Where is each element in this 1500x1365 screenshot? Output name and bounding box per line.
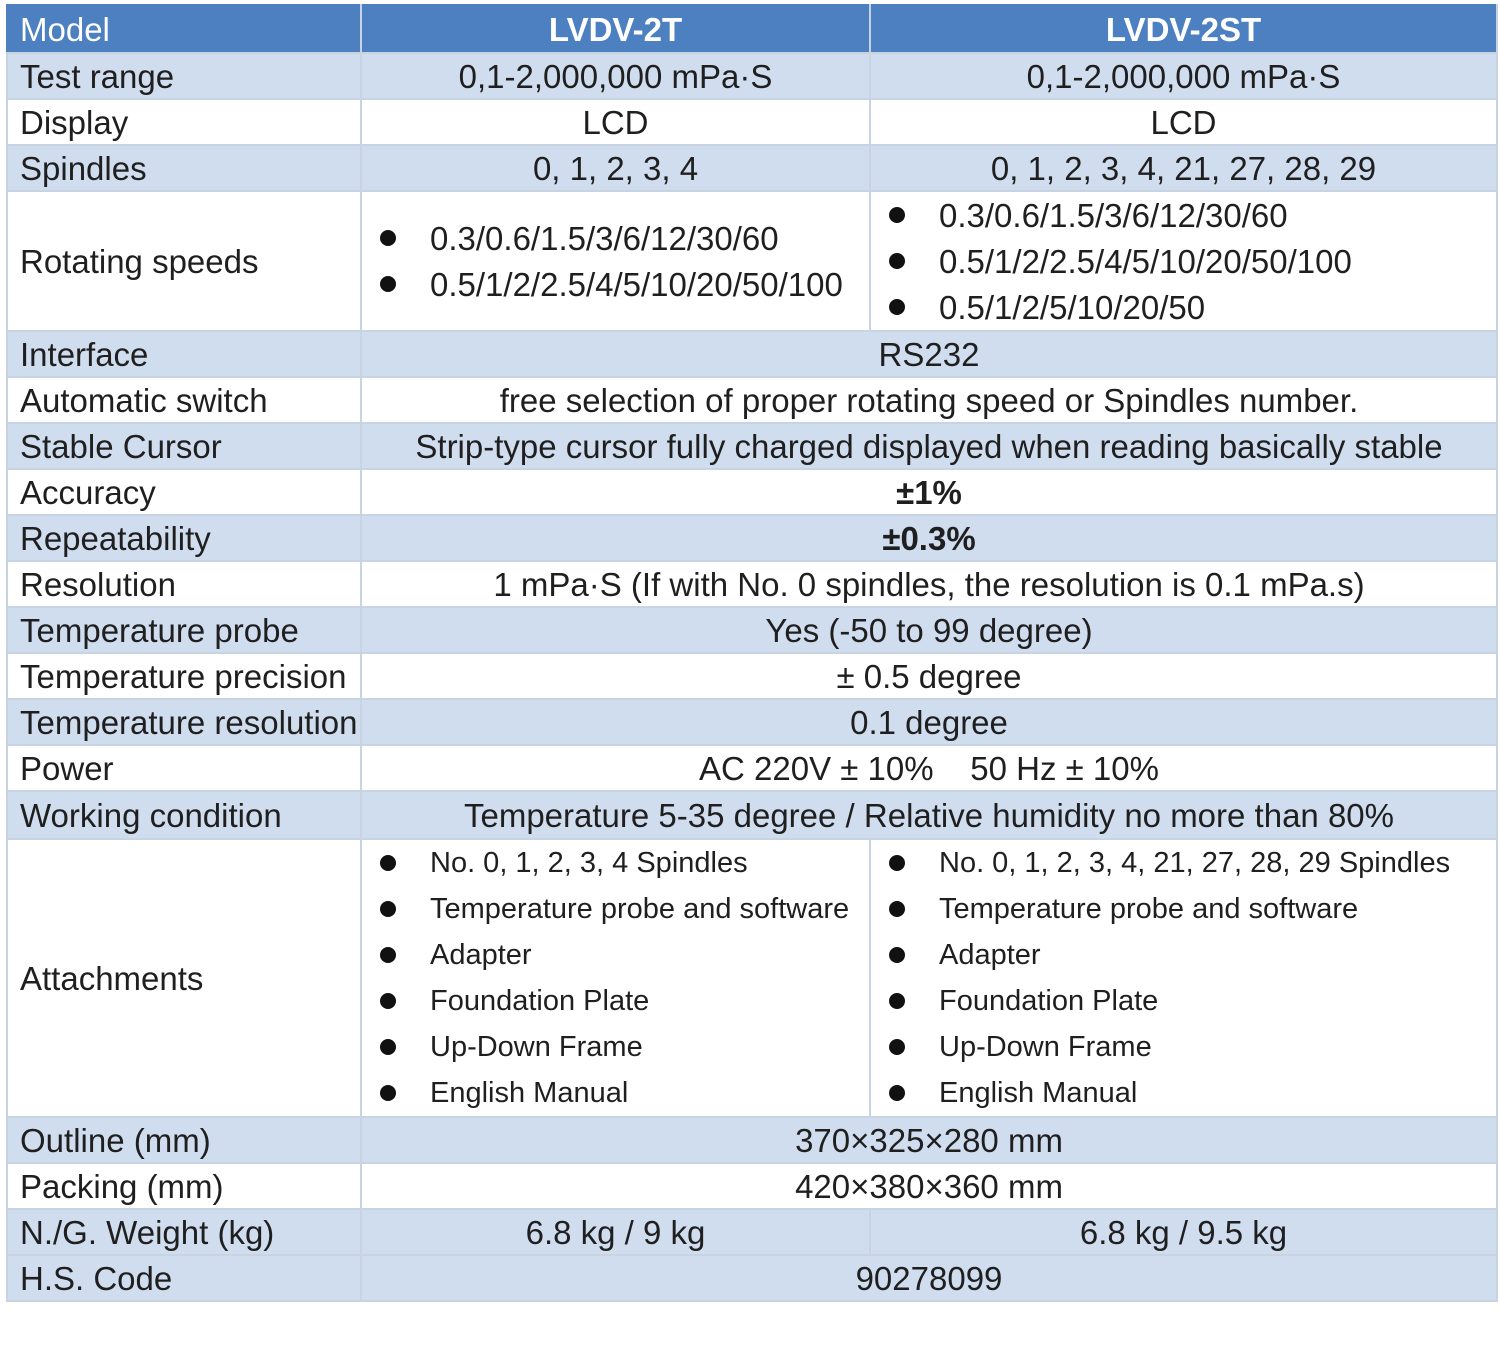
value: Temperature 5-35 degree / Relative humidity no more than 80% <box>361 791 1497 839</box>
list-item: No. 0, 1, 2, 3, 4 Spindles <box>374 840 857 886</box>
bullet-icon <box>380 230 396 246</box>
value: ±0.3% <box>361 515 1497 561</box>
model-a-header: LVDV-2T <box>361 5 870 53</box>
row-label: Outline (mm) <box>7 1117 361 1163</box>
value-b <box>870 191 1497 331</box>
bullet-icon <box>889 947 905 963</box>
list-item: English Manual <box>374 1070 857 1116</box>
value: ± 0.5 degree <box>361 653 1497 699</box>
row-automatic-switch <box>7 377 1497 423</box>
list-item: Up-Down Frame <box>374 1024 857 1070</box>
bullet-icon <box>889 207 905 223</box>
row-label: Temperature probe <box>7 607 361 653</box>
row-test-range <box>7 53 1497 99</box>
list-item: Foundation Plate <box>374 978 857 1024</box>
value-b: 0, 1, 2, 3, 4, 21, 27, 28, 29 <box>870 145 1497 191</box>
row-stable-cursor <box>7 423 1497 469</box>
bullet-icon <box>889 253 905 269</box>
value: AC 220V ± 10% 50 Hz ± 10% <box>361 745 1497 791</box>
model-header: Model <box>7 5 361 53</box>
list-item: 0.5/1/2/2.5/4/5/10/20/50/100 <box>883 238 1484 284</box>
value: 420×380×360 mm <box>361 1163 1497 1209</box>
row-label: Power <box>7 745 361 791</box>
row-label: Working condition <box>7 791 361 839</box>
bullet-icon <box>380 276 396 292</box>
bullet-icon <box>380 855 396 871</box>
bullet-icon <box>889 299 905 315</box>
bullet-list <box>374 215 857 307</box>
list-item: 0.5/1/2/2.5/4/5/10/20/50/100 <box>374 261 857 307</box>
list-item: 0.3/0.6/1.5/3/6/12/30/60 <box>883 192 1484 238</box>
row-label: Temperature resolution <box>7 699 361 745</box>
row-temperature-resolution <box>7 699 1497 745</box>
row-interface <box>7 331 1497 377</box>
value: 0.1 degree <box>361 699 1497 745</box>
row-spindles <box>7 145 1497 191</box>
bullet-icon <box>889 1085 905 1101</box>
value-a: 6.8 kg / 9 kg <box>361 1209 870 1255</box>
value: RS232 <box>361 331 1497 377</box>
row-label: Test range <box>7 53 361 99</box>
row-label: Display <box>7 99 361 145</box>
row-resolution <box>7 561 1497 607</box>
row-packing <box>7 1163 1497 1209</box>
row-hs-code <box>7 1255 1497 1301</box>
value-b: LCD <box>870 99 1497 145</box>
bullet-icon <box>889 855 905 871</box>
model-b-header: LVDV-2ST <box>870 5 1497 53</box>
value: free selection of proper rotating speed or Spindles number. <box>361 377 1497 423</box>
value-a: 0, 1, 2, 3, 4 <box>361 145 870 191</box>
row-rotating-speeds <box>7 191 1497 331</box>
bullet-icon <box>380 1085 396 1101</box>
bullet-list <box>374 840 857 1116</box>
bullet-list <box>883 192 1484 330</box>
bullet-icon <box>380 1039 396 1055</box>
value-a <box>361 191 870 331</box>
row-label: Automatic switch <box>7 377 361 423</box>
row-display <box>7 99 1497 145</box>
row-accuracy <box>7 469 1497 515</box>
value: Strip-type cursor fully charged displayed when reading basically stable <box>361 423 1497 469</box>
row-working-condition <box>7 791 1497 839</box>
row-attachments <box>7 839 1497 1117</box>
value-b: 6.8 kg / 9.5 kg <box>870 1209 1497 1255</box>
bullet-icon <box>380 993 396 1009</box>
header-row <box>7 5 1497 53</box>
value: 1 mPa·S (If with No. 0 spindles, the resolution is 0.1 mPa.s) <box>361 561 1497 607</box>
list-item: Temperature probe and software <box>374 886 857 932</box>
row-label: Interface <box>7 331 361 377</box>
value: ±1% <box>361 469 1497 515</box>
row-temperature-precision <box>7 653 1497 699</box>
bullet-icon <box>889 901 905 917</box>
bullet-list <box>883 840 1484 1116</box>
list-item: English Manual <box>883 1070 1484 1116</box>
value-b: 0,1-2,000,000 mPa·S <box>870 53 1497 99</box>
list-item: Up-Down Frame <box>883 1024 1484 1070</box>
value-b <box>870 839 1497 1117</box>
value: Yes (-50 to 99 degree) <box>361 607 1497 653</box>
bullet-icon <box>889 993 905 1009</box>
row-weight <box>7 1209 1497 1255</box>
list-item: 0.3/0.6/1.5/3/6/12/30/60 <box>374 215 857 261</box>
row-repeatability <box>7 515 1497 561</box>
row-label: Accuracy <box>7 469 361 515</box>
bullet-icon <box>380 901 396 917</box>
row-temperature-probe <box>7 607 1497 653</box>
bullet-icon <box>380 947 396 963</box>
bullet-icon <box>889 1039 905 1055</box>
row-power <box>7 745 1497 791</box>
row-label: Attachments <box>7 839 361 1117</box>
row-outline <box>7 1117 1497 1163</box>
list-item: Temperature probe and software <box>883 886 1484 932</box>
row-label: Resolution <box>7 561 361 607</box>
list-item: Foundation Plate <box>883 978 1484 1024</box>
value-a: LCD <box>361 99 870 145</box>
list-item: 0.5/1/2/5/10/20/50 <box>883 284 1484 330</box>
row-label: Repeatability <box>7 515 361 561</box>
row-label: H.S. Code <box>7 1255 361 1301</box>
value: 370×325×280 mm <box>361 1117 1497 1163</box>
value: 90278099 <box>361 1255 1497 1301</box>
value-a <box>361 839 870 1117</box>
row-label: Rotating speeds <box>7 191 361 331</box>
spec-table <box>6 4 1498 1302</box>
row-label: Packing (mm) <box>7 1163 361 1209</box>
list-item: Adapter <box>883 932 1484 978</box>
list-item: Adapter <box>374 932 857 978</box>
row-label: Spindles <box>7 145 361 191</box>
value-a: 0,1-2,000,000 mPa·S <box>361 53 870 99</box>
list-item: No. 0, 1, 2, 3, 4, 21, 27, 28, 29 Spindles <box>883 840 1484 886</box>
row-label: Stable Cursor <box>7 423 361 469</box>
row-label: N./G. Weight (kg) <box>7 1209 361 1255</box>
row-label: Temperature precision <box>7 653 361 699</box>
